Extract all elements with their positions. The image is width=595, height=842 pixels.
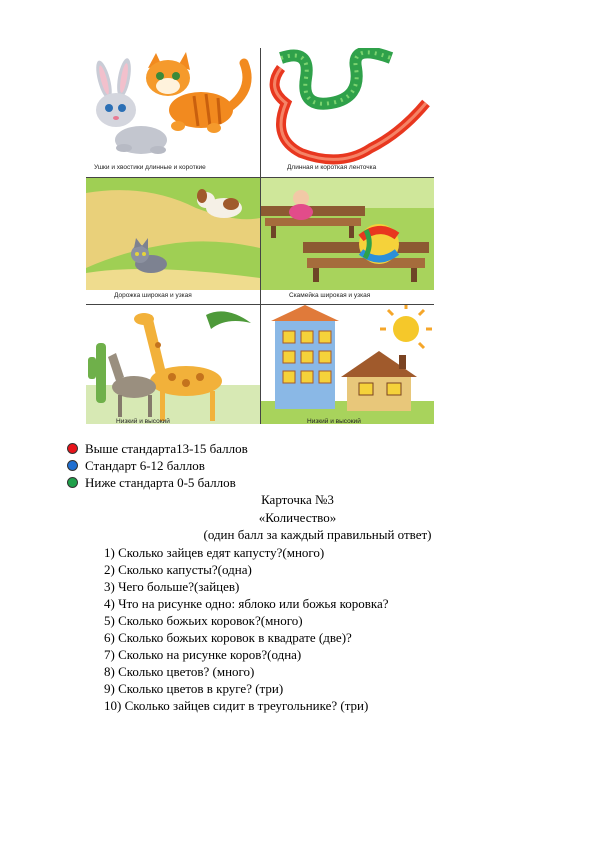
green-dot-icon — [67, 477, 78, 488]
legend-label: Стандарт 6-12 баллов — [85, 458, 205, 473]
picture-caption: Низкий и высокий — [116, 418, 170, 424]
question-item: 7) Сколько на рисунке коров?(одна) — [104, 647, 302, 662]
question-item: 1) Сколько зайцев едят капусту?(много) — [104, 545, 325, 560]
blue-dot-icon — [67, 460, 78, 471]
card-subtitle: «Количество» — [258, 510, 337, 525]
question-item: 3) Чего больше?(зайцев) — [104, 579, 240, 594]
question-item: 4) Что на рисунке одно: яблоко или божья коровка? — [104, 596, 389, 611]
picture-bunny-cat — [86, 48, 260, 176]
benches-illustration — [261, 178, 434, 304]
picture-path-dog-kitten — [86, 178, 260, 304]
bunny-cat-illustration — [86, 48, 260, 176]
question-item: 8) Сколько цветов? (много) — [104, 664, 255, 679]
giraffe-horse-illustration — [86, 305, 260, 424]
question-item: 5) Сколько божьих коровок?(много) — [104, 613, 303, 628]
path-illustration — [86, 178, 260, 304]
question-item: 9) Сколько цветов в круге? (три) — [104, 681, 284, 696]
question-item: 2) Сколько капусты?(одна) — [104, 562, 252, 577]
picture-ribbons — [261, 48, 434, 176]
legend-label: Выше стандарта13-15 баллов — [85, 441, 248, 456]
picture-houses-sun — [261, 305, 434, 424]
picture-benches — [261, 178, 434, 304]
picture-caption: Длинная и короткая ленточка — [287, 164, 377, 171]
picture-caption: Скамейка широкая и узкая — [289, 292, 371, 299]
houses-illustration — [261, 305, 434, 424]
picture-caption: Ушки и хвостики длинные и короткие — [94, 164, 206, 171]
card-title: Карточка №3 — [261, 492, 334, 507]
question-item: 10) Сколько зайцев сидит в треугольнике? (три) — [104, 698, 369, 713]
ribbons-illustration — [261, 48, 434, 176]
legend-label: Ниже стандарта 0-5 баллов — [85, 475, 236, 490]
picture-caption: Низкий и высокий — [307, 418, 361, 424]
red-dot-icon — [67, 443, 78, 454]
question-item: 6) Сколько божьих коровок в квадрате (две)? — [104, 630, 352, 645]
card-note: (один балл за каждый правильный ответ) — [203, 527, 432, 542]
picture-caption: Дорожка широкая и узкая — [114, 292, 192, 299]
picture-giraffe-horse — [86, 305, 260, 424]
